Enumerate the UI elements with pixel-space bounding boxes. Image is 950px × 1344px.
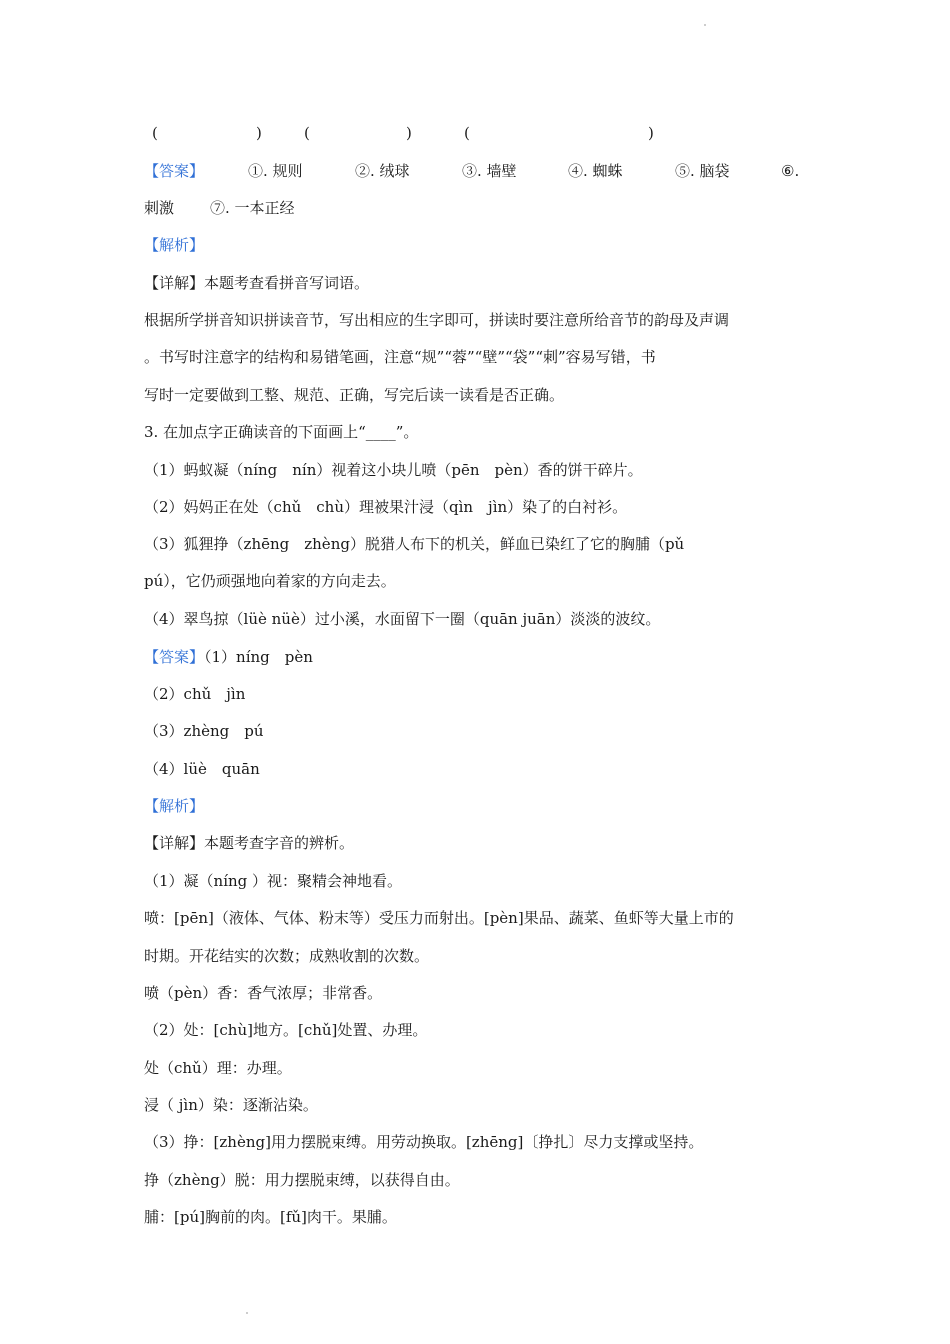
answer-1-line [144, 156, 800, 186]
answer-item: ②. 绒球 [355, 162, 410, 180]
analysis-line: （1）凝（níng ）视：聚精会神地看。 [144, 872, 403, 890]
answer-item: （2）chǔ jìn [144, 685, 246, 703]
analysis-line: 喷：[pēn]（液体、气体、粉末等）受压力而射出。[pèn]果品、蔬菜、鱼虾等大量上市的 [144, 909, 734, 927]
analysis-tag: 【解析】 [144, 797, 205, 815]
answer-tag: 【答案】 [144, 648, 205, 666]
paren-open: ( [304, 124, 310, 142]
analysis-line: （3）挣：[zhèng]用力摆脱束缚。用劳动换取。[zhēng]〔挣扎〕尽力支撑或坚持。 [144, 1133, 704, 1151]
answer-item: ①. 规则 [248, 162, 303, 180]
question-item: （3）狐狸挣（zhēng zhèng）脱猎人布下的机关，鲜血已染红了它的胸脯（pǔ [144, 535, 685, 553]
paren-close: ) [256, 124, 262, 142]
analysis-line: 处（chǔ）理：办理。 [144, 1059, 292, 1077]
answer-item: （3）zhèng pú [144, 722, 264, 740]
question-item: （2）妈妈正在处（chǔ chù）理被果汁浸（qìn jìn）染了的白衬衫。 [144, 498, 628, 516]
answer-item: ⑥. [781, 162, 800, 180]
detail-line [144, 828, 800, 858]
paren-close: ) [406, 124, 412, 142]
analysis-tag: 【解析】 [144, 236, 205, 254]
analysis-line: 挣（zhèng）脱：用力摆脱束缚，以获得自由。 [144, 1171, 460, 1189]
detail-text: 本题考查字音的辨析。 [204, 834, 355, 852]
answer-item: ⑤. 脑袋 [675, 162, 730, 180]
analysis-line: 时期。开花结实的次数；成熟收割的次数。 [144, 947, 430, 965]
blank-parentheses-row [144, 118, 800, 148]
analysis-line: 浸（ jìn）染：逐渐沾染。 [144, 1096, 318, 1114]
analysis-paragraph: 。书写时注意字的结构和易错笔画，注意“规”“蓉”“壁”“袋”“刺”容易写错，书 [144, 348, 656, 366]
answer-1-line-2 [144, 193, 800, 223]
question-3-title: 3. 在加点字正确读音的下面画上“____”。 [144, 423, 419, 441]
scan-speck [704, 24, 706, 26]
paren-open: ( [464, 124, 470, 142]
answer-item: ③. 墙壁 [462, 162, 517, 180]
analysis-paragraph: 根据所学拼音知识拼读音节，写出相应的生字即可，拼读时要注意所给音节的韵母及声调 [144, 311, 730, 329]
analysis-paragraph: 写时一定要做到工整、规范、正确，写完后读一读看是否正确。 [144, 386, 565, 404]
analysis-line: 喷（pèn）香：香气浓厚；非常香。 [144, 984, 383, 1002]
answer-item: （1）níng pèn [204, 648, 313, 666]
question-item: （4）翠鸟掠（lüè nüè）过小溪，水面留下一圈（quān juān）淡淡的波纹。 [144, 610, 661, 628]
answer-item: ④. 蜘蛛 [568, 162, 623, 180]
scan-speck [246, 1312, 248, 1314]
answer-tag: 【答案】 [144, 162, 205, 180]
answer-3-line [144, 642, 800, 672]
question-item: （1）蚂蚁凝（níng nín）视着这小块儿喷（pēn pèn）香的饼干碎片。 [144, 461, 643, 479]
paren-close: ) [648, 124, 654, 142]
answer-item: ⑦. 一本正经 [210, 199, 295, 217]
paren-open: ( [152, 124, 158, 142]
answer-item-continued: 刺激 [144, 199, 175, 217]
answer-item: （4）lüè quān [144, 760, 260, 778]
detail-tag: 【详解】 [144, 274, 205, 292]
analysis-line: 脯：[pú]胸前的肉。[fǔ]肉干。果脯。 [144, 1208, 397, 1226]
analysis-line: （2）处：[chù]地方。[chǔ]处置、办理。 [144, 1021, 428, 1039]
detail-text: 本题考查看拼音写词语。 [204, 274, 370, 292]
detail-tag: 【详解】 [144, 834, 205, 852]
detail-line [144, 268, 800, 298]
question-item-continued: pú），它仍顽强地向着家的方向走去。 [144, 572, 396, 590]
